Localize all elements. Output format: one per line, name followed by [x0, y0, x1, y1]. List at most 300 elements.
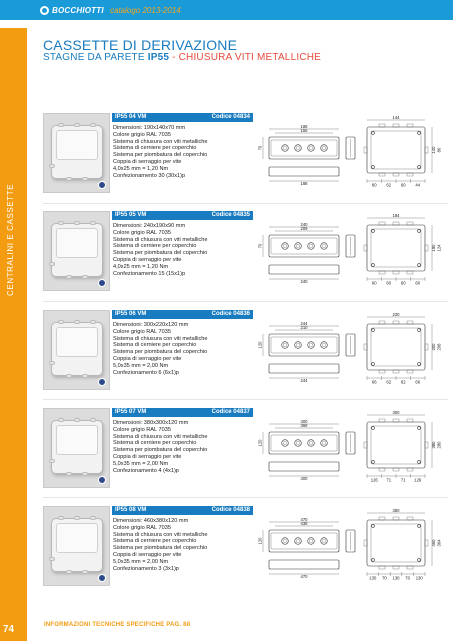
- cable-entry: [379, 468, 385, 471]
- cable-entry-knob: [66, 374, 72, 378]
- screw-icon: [372, 461, 375, 464]
- spec-line: Colore grigio RAL 7035: [113, 426, 171, 433]
- knockout-hole-inner: [283, 441, 287, 445]
- product-photo: [43, 113, 110, 193]
- spec-line: Sistema di chiusura con viti metalliche: [113, 531, 208, 538]
- product-code: IP55 07 VM: [115, 409, 147, 415]
- dimension-top-width: 380: [392, 507, 400, 513]
- cable-entry: [407, 370, 413, 373]
- bottom-view-outline: [269, 560, 339, 569]
- dimension-chain-value: 71: [386, 477, 392, 483]
- dimension-chain-value: 60: [371, 280, 377, 286]
- footer-bar: [27, 612, 453, 641]
- spec-line: 4,0x25 mm = 1,20 Nm: [113, 263, 169, 270]
- cable-entry-knob: [58, 320, 64, 324]
- spec-line: Sistema di cerniere per coperchio: [113, 440, 197, 447]
- cable-entry-knob: [74, 516, 80, 520]
- spec-line: Sistema di cerniere per coperchio: [113, 145, 197, 152]
- drawing-svg: [255, 211, 448, 291]
- cable-entry: [364, 344, 367, 350]
- dimension-chain-value: 130: [369, 575, 377, 581]
- cable-entry: [379, 566, 385, 569]
- certification-badge-icon: [98, 574, 106, 582]
- dimension-front-width: 240: [300, 221, 308, 227]
- product-header: [112, 408, 253, 417]
- screw-icon: [372, 132, 375, 135]
- cable-entry-knob: [49, 361, 55, 365]
- knockout-hole-inner: [296, 244, 300, 248]
- product-row: [43, 506, 448, 586]
- product-row: [43, 310, 448, 390]
- cable-entry: [393, 468, 399, 471]
- technical-drawing: [255, 408, 448, 488]
- product-header: [112, 113, 253, 122]
- cable-entry: [364, 540, 367, 546]
- dimension-chain-value: 60: [400, 182, 406, 188]
- spec-line: Sistema di cerniere per coperchio: [113, 243, 197, 250]
- dimension-chain-value: 62: [386, 379, 392, 385]
- cable-entry: [407, 271, 413, 274]
- spec-line: Confezionamento 4 (4x1)p: [113, 467, 179, 474]
- cable-entry-knob: [90, 516, 96, 520]
- technical-drawing: [255, 506, 448, 586]
- cable-entry-knob: [58, 123, 64, 127]
- dimension-chain-value: 70: [382, 575, 387, 581]
- junction-box-image: [51, 322, 103, 376]
- spec-line: Coppia di serraggio per vite: [113, 551, 182, 558]
- top-view-inner: [371, 131, 421, 169]
- screw-icon: [372, 525, 375, 528]
- drawing-svg: [255, 310, 448, 390]
- dimension-chain-value: 130: [392, 575, 400, 581]
- product-ref-code: Codice 04835: [211, 212, 250, 218]
- cable-entry: [425, 442, 428, 448]
- knockout-hole-inner: [309, 244, 313, 248]
- cable-entry-knob: [74, 123, 80, 127]
- knockout-hole-inner: [309, 146, 313, 150]
- knockout-hole: [308, 243, 315, 250]
- bottom-view-outline: [269, 265, 339, 274]
- knockout-hole: [295, 440, 302, 447]
- row-divider: [43, 399, 448, 400]
- spec-line: Sistema per piombatura del coperchio: [113, 447, 208, 454]
- box-lid: [56, 130, 98, 160]
- top-view-outline: [367, 520, 425, 566]
- front-view-outline: [269, 334, 339, 356]
- top-view-outline: [367, 127, 425, 173]
- cable-entry: [379, 124, 385, 127]
- front-view-outline: [269, 432, 339, 454]
- knockout-hole: [321, 440, 328, 447]
- spec-line: 5,0x35 mm = 2,00 Nm: [113, 460, 169, 467]
- cable-entry-knob: [82, 570, 88, 574]
- cable-entry: [407, 222, 413, 225]
- top-view-inner: [371, 229, 421, 267]
- dimension-side-height-2: 280: [436, 441, 442, 449]
- dimension-front-inner: 210: [300, 324, 308, 330]
- product-ref-code: Codice 04838: [211, 507, 250, 513]
- product-ref-code: Codice 04834: [211, 114, 250, 120]
- cable-entry-knob: [66, 275, 72, 279]
- bottom-view-outline: [269, 167, 339, 176]
- dimension-chain-value: 126: [370, 477, 378, 483]
- dimension-bottom-width: 470: [300, 574, 308, 579]
- dimension-top-width: 220: [392, 311, 400, 317]
- cable-entry: [425, 344, 428, 350]
- drawing-svg: [255, 506, 448, 586]
- row-divider: [43, 301, 448, 302]
- knockout-hole-inner: [322, 244, 326, 248]
- cable-entry-knob: [74, 221, 80, 225]
- knockout-hole: [321, 145, 328, 152]
- screw-icon: [418, 329, 421, 332]
- spec-line: Confezionamento 6 (6x1)p: [113, 369, 179, 376]
- knockout-hole-inner: [322, 146, 326, 150]
- catalog-label: catalogo 2013-2014: [110, 6, 181, 15]
- top-view-outline: [367, 225, 425, 271]
- dimension-top-width: 300: [392, 409, 400, 415]
- cable-entry: [425, 540, 428, 546]
- knockout-hole: [295, 243, 302, 250]
- dimension-side-height-2: 86: [436, 147, 442, 153]
- screw-icon: [372, 559, 375, 562]
- dimension-top-width: 144: [392, 114, 400, 120]
- knockout-hole: [308, 342, 315, 349]
- certification-badge-icon: [98, 181, 106, 189]
- dimension-side-height: 70: [257, 145, 263, 151]
- spec-line: Sistema per piombatura del coperchio: [113, 349, 208, 356]
- spec-line: Coppia di serraggio per vite: [113, 256, 182, 263]
- cable-entry: [407, 173, 413, 176]
- dimension-chain-value: 60: [415, 280, 421, 286]
- cable-entry: [407, 419, 413, 422]
- product-row: [43, 113, 448, 193]
- page-subtitle: [43, 52, 321, 63]
- cable-entry: [379, 370, 385, 373]
- cable-entry: [407, 566, 413, 569]
- spec-line: Confezionamento 3 (3x1)p: [113, 565, 179, 572]
- knockout-hole: [282, 243, 289, 250]
- screw-icon: [372, 329, 375, 332]
- knockout-hole: [321, 342, 328, 349]
- knockout-hole: [308, 145, 315, 152]
- cable-entry: [379, 271, 385, 274]
- dimension-chain-value: 44: [415, 182, 421, 188]
- box-lid: [56, 425, 98, 455]
- knockout-hole: [295, 342, 302, 349]
- screw-icon: [372, 264, 375, 267]
- box-lid: [56, 228, 98, 258]
- spec-line: Sistema per piombatura del coperchio: [113, 250, 208, 257]
- junction-box-image: [51, 125, 103, 179]
- brand-logo: [40, 5, 104, 16]
- spec-line: Sistema di chiusura con viti metalliche: [113, 335, 208, 342]
- dimension-side-height: 120: [257, 537, 263, 545]
- cable-entry-knob: [90, 320, 96, 324]
- dimension-front-inner: 155: [300, 127, 308, 133]
- cable-entry: [379, 222, 385, 225]
- dimension-front-inner: 209: [300, 225, 308, 231]
- spec-line: Coppia di serraggio per vite: [113, 158, 182, 165]
- spec-line: Sistema di chiusura con viti metalliche: [113, 433, 208, 440]
- product-specs: [113, 125, 253, 179]
- cable-entry-knob: [90, 221, 96, 225]
- junction-box-image: [51, 420, 103, 474]
- cable-entry-knob: [82, 374, 88, 378]
- knockout-hole: [308, 440, 315, 447]
- screw-icon: [418, 132, 421, 135]
- knockout-hole-inner: [296, 441, 300, 445]
- dimension-bottom-width: 244: [300, 378, 308, 383]
- dimension-bottom-width: 188: [300, 181, 308, 186]
- dimension-side-height: 70: [257, 243, 263, 249]
- screw-icon: [372, 363, 375, 366]
- front-view-outline: [269, 530, 339, 552]
- screw-icon: [418, 264, 421, 267]
- knockout-hole-inner: [283, 539, 287, 543]
- technical-info-link[interactable]: INFORMAZIONI TECNICHE SPECIFICHE PAG. 88: [44, 622, 191, 628]
- top-view-inner: [371, 524, 421, 562]
- dimension-chain-value: 60: [400, 280, 406, 286]
- box-lid: [56, 523, 98, 553]
- screw-icon: [418, 230, 421, 233]
- spec-line: Confezionamento 30 (30x1)p: [113, 172, 186, 179]
- cable-entry: [425, 147, 428, 153]
- knockout-hole: [282, 145, 289, 152]
- cable-entry: [393, 370, 399, 373]
- cable-entry-knob: [58, 516, 64, 520]
- junction-box-image: [51, 223, 103, 277]
- product-ref-code: Codice 04837: [211, 409, 250, 415]
- knockout-hole: [321, 243, 328, 250]
- product-header: [112, 310, 253, 319]
- subtitle-prefix: STAGNE DA PARETE: [43, 52, 145, 63]
- header-band: [0, 0, 453, 20]
- knockout-hole-inner: [296, 343, 300, 347]
- cable-entry: [407, 468, 413, 471]
- cable-entry: [425, 245, 428, 251]
- dimension-front-width: 400: [300, 418, 308, 424]
- product-code: IP55 05 VM: [115, 212, 147, 218]
- spec-line: Colore grigio RAL 7035: [113, 131, 171, 138]
- knockout-hole-inner: [296, 146, 300, 150]
- cable-entry: [393, 222, 399, 225]
- dimension-top-depth: 190: [431, 244, 436, 252]
- cable-entry: [407, 517, 413, 520]
- product-code: IP55 08 VM: [115, 507, 147, 513]
- cable-entry-knob: [49, 164, 55, 168]
- spec-line: 5,0x35 mm = 2,00 Nm: [113, 362, 169, 369]
- top-view-inner: [371, 328, 421, 366]
- dimension-chain-value: 70: [405, 575, 410, 581]
- junction-box-image: [51, 518, 103, 572]
- dimension-bottom-width: 240: [300, 279, 308, 284]
- dimension-top-width: 184: [392, 212, 400, 218]
- dimension-chain-value: 62: [386, 182, 392, 188]
- cable-entry: [407, 124, 413, 127]
- spec-line: Sistema per piombatura del coperchio: [113, 545, 208, 552]
- product-photo: [43, 310, 110, 390]
- brand-logo-icon: [40, 6, 49, 15]
- section-sidebar: [0, 28, 27, 641]
- dimension-front-inner: 369: [300, 422, 308, 428]
- knockout-hole-inner: [322, 539, 326, 543]
- spec-line: Sistema di cerniere per coperchio: [113, 538, 197, 545]
- front-view-outline: [269, 137, 339, 159]
- product-row: [43, 211, 448, 291]
- screw-icon: [418, 427, 421, 430]
- spec-line: Sistema di cerniere per coperchio: [113, 342, 197, 349]
- screw-icon: [418, 363, 421, 366]
- top-view-outline: [367, 324, 425, 370]
- row-divider: [43, 497, 448, 498]
- drawing-svg: [255, 113, 448, 193]
- dimension-chain-value: 66: [371, 379, 377, 385]
- knockout-hole-inner: [296, 539, 300, 543]
- knockout-hole-inner: [322, 441, 326, 445]
- dimension-front-width: 470: [300, 516, 308, 522]
- cable-entry-knob: [90, 123, 96, 127]
- dimension-side-height: 120: [257, 341, 263, 349]
- top-view-inner: [371, 426, 421, 464]
- cable-entry: [407, 321, 413, 324]
- cable-entry-knob: [82, 275, 88, 279]
- spec-line: Confezionamento 15 (15x1)p: [113, 270, 186, 277]
- cable-entry: [393, 566, 399, 569]
- dimension-chain-value: 60: [386, 280, 392, 286]
- spec-line: Dimensioni: 240x190x90 mm: [113, 223, 186, 229]
- cable-entry-knob: [49, 557, 55, 561]
- product-specs: [113, 223, 253, 277]
- cable-entry-knob: [66, 570, 72, 574]
- dimension-front-width: 188: [300, 123, 308, 129]
- screw-icon: [418, 525, 421, 528]
- cable-entry-knob: [49, 459, 55, 463]
- cable-entry: [393, 124, 399, 127]
- spec-line: Colore grigio RAL 7035: [113, 229, 171, 236]
- dimension-top-depth: 380: [431, 441, 436, 449]
- cable-entry-knob: [66, 472, 72, 476]
- cable-entry: [393, 517, 399, 520]
- dimension-top-depth: 460: [431, 539, 436, 547]
- brand-name: BOCCHIOTTI: [52, 6, 104, 15]
- knockout-hole: [321, 538, 328, 545]
- bottom-view-outline: [269, 364, 339, 373]
- knockout-hole-inner: [309, 539, 313, 543]
- technical-drawing: [255, 113, 448, 193]
- screw-icon: [372, 230, 375, 233]
- product-ref-code: Codice 04836: [211, 311, 250, 317]
- cable-entry-knob: [82, 177, 88, 181]
- drawing-svg: [255, 408, 448, 488]
- spec-line: Sistema di chiusura con viti metalliche: [113, 138, 208, 145]
- product-row: [43, 408, 448, 488]
- spec-line: Coppia di serraggio per vite: [113, 453, 182, 460]
- spec-line: 5,0x35 mm = 2,00 Nm: [113, 558, 169, 565]
- screw-icon: [418, 559, 421, 562]
- page-title: CASSETTE DI DERIVAZIONE: [43, 37, 238, 53]
- cable-entry-knob: [82, 472, 88, 476]
- subtitle-suffix: CHIUSURA VITI METALLICHE: [178, 52, 322, 63]
- knockout-hole-inner: [309, 441, 313, 445]
- dimension-front-width: 244: [300, 320, 308, 326]
- spec-line: Dimensioni: 460x380x120 mm: [113, 518, 189, 524]
- knockout-hole: [308, 538, 315, 545]
- cable-entry: [364, 147, 367, 153]
- dimension-side-height-2: 208: [436, 343, 442, 351]
- dimension-chain-value: 60: [371, 182, 377, 188]
- screw-icon: [372, 166, 375, 169]
- certification-badge-icon: [98, 279, 106, 287]
- cable-entry: [364, 442, 367, 448]
- dimension-chain-value: 130: [415, 575, 423, 581]
- knockout-hole: [282, 342, 289, 349]
- product-code: IP55 04 VM: [115, 114, 147, 120]
- cable-entry-knob: [74, 418, 80, 422]
- knockout-hole-inner: [309, 343, 313, 347]
- cable-entry: [379, 517, 385, 520]
- spec-line: Dimensioni: 190x140x70 mm: [113, 125, 186, 131]
- screw-icon: [418, 461, 421, 464]
- certification-badge-icon: [98, 476, 106, 484]
- box-lid: [56, 327, 98, 357]
- cable-entry: [393, 271, 399, 274]
- knockout-hole: [295, 538, 302, 545]
- spec-line: 4,0x25 mm = 1,20 Nm: [113, 165, 169, 172]
- row-divider: [43, 203, 448, 204]
- certification-badge-icon: [98, 378, 106, 386]
- spec-line: Colore grigio RAL 7035: [113, 328, 171, 335]
- page-number: 74: [3, 624, 15, 635]
- cable-entry-knob: [66, 177, 72, 181]
- dimension-side-height: 120: [257, 439, 263, 447]
- dimension-chain-value: 71: [400, 477, 406, 483]
- knockout-hole: [282, 538, 289, 545]
- cable-entry: [393, 419, 399, 422]
- spec-line: Coppia di serraggio per vite: [113, 355, 182, 362]
- dimension-chain-value: 66: [415, 379, 421, 385]
- knockout-hole-inner: [283, 244, 287, 248]
- product-photo: [43, 506, 110, 586]
- product-specs: [113, 518, 253, 572]
- cable-entry: [393, 173, 399, 176]
- bottom-view-outline: [269, 462, 339, 471]
- screw-icon: [372, 427, 375, 430]
- dimension-front-inner: 438: [300, 520, 308, 526]
- screw-icon: [418, 166, 421, 169]
- top-view-outline: [367, 422, 425, 468]
- subtitle-ip-rating: IP55: [147, 52, 170, 63]
- cable-entry-knob: [74, 320, 80, 324]
- knockout-hole-inner: [322, 343, 326, 347]
- dimension-top-depth: 140: [431, 146, 436, 154]
- product-header: [112, 506, 253, 515]
- subtitle-separator: -: [169, 52, 179, 63]
- cable-entry-knob: [58, 418, 64, 422]
- dimension-chain-value: 126: [414, 477, 422, 483]
- dimension-chain-value: 62: [400, 379, 406, 385]
- knockout-hole: [282, 440, 289, 447]
- cable-entry-knob: [90, 418, 96, 422]
- dimension-bottom-width: 400: [300, 476, 308, 481]
- spec-line: Dimensioni: 300x220x120 mm: [113, 322, 189, 328]
- spec-line: Sistema di chiusura con viti metalliche: [113, 236, 208, 243]
- product-specs: [113, 322, 253, 376]
- product-photo: [43, 211, 110, 291]
- dimension-side-height-2: 124: [436, 244, 442, 252]
- spec-line: Colore grigio RAL 7035: [113, 524, 171, 531]
- front-view-outline: [269, 235, 339, 257]
